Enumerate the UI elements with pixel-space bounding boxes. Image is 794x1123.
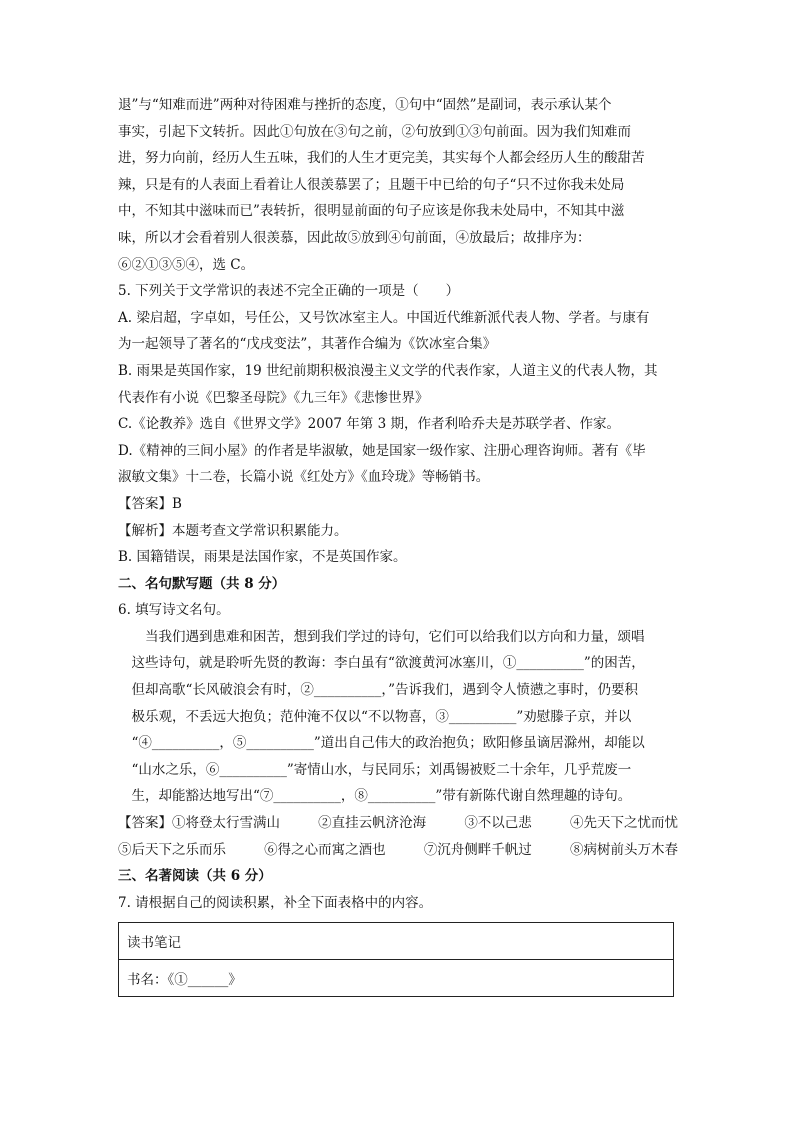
analysis-line: 中，不知其中滋味而已”表转折，很明显前面的句子应该是你我未处局中，不知其中滋 [118, 203, 625, 220]
answer-item: ②直挂云帆济沧海 [318, 815, 427, 832]
table-row [119, 960, 674, 997]
option-b-line: B. 雨果是英国作家，19 世纪前期积极浪漫主义文学的代表作家，人道主义的代表人物，其 [118, 362, 658, 379]
explanation-line: B. 国籍错误，雨果是法国作家，不是英国作家。 [118, 549, 407, 566]
question-5-stem: 5. 下列关于文学常识的表述不完全正确的一项是（ ） [118, 283, 460, 300]
fill-blank-line: “④__________，⑤__________”道出自己伟大的政治抱负；欧阳修虽谪居滁州，却能以 [131, 735, 645, 752]
analysis-line: 退”与“知难而进”两种对待困难与挫折的态度，①句中“固然”是副词，表示承认某个 [118, 97, 612, 113]
analysis-line: 事实，引起下文转折。因此①句放在③句之前，②句放到①③句前面。因为我们知难而 [118, 123, 631, 140]
option-c-line: C.《论教养》选自《世界文学》2007 年第 3 期，作者利哈乔夫是苏联学者、作家。 [118, 416, 620, 433]
option-a-line: A. 梁启超，字卓如，号任公，又号饮冰室主人。中国近代维新派代表人物、学者。与康有 [118, 309, 650, 326]
answer-row-1 [118, 810, 678, 837]
book-title-cell: 书名：《①______》 [119, 960, 674, 997]
section-3-heading: 三、名著阅读（共 6 分） [118, 868, 272, 885]
analysis-line: 进，努力向前，经历人生五味，我们的人生才更完美，其实每个人都会经历人生的酸甜苦 [118, 150, 645, 167]
option-d-line: D.《精神的三间小屋》的作者是毕淑敏，她是国家一级作家、注册心理咨询师。著有《毕 [118, 442, 646, 459]
fill-blank-line: “山水之乐，⑥__________”寄情山水，与民同乐；刘禹锡被贬二十余年，几乎荒废一 [131, 761, 632, 778]
reading-notes-table [118, 922, 674, 997]
fill-blank-line: 生，却能豁达地写出“⑦__________，⑧__________”带有新陈代谢自然理趣的诗句。 [131, 788, 632, 805]
answer-item: ⑤后天下之乐而乐 [118, 841, 226, 858]
answer-item: 【答案】①将登太行雪满山 [118, 815, 280, 832]
table-header-cell: 读书笔记 [119, 923, 674, 960]
fill-blank-line: 这些诗句，就是聆听先贤的教诲：李白虽有“欲渡黄河冰塞川，①__________”的困苦， [131, 655, 645, 672]
fill-blank-line: 但却高歌“长风破浪会有时，②__________，”告诉我们，遇到令人愤懑之事时，仍要积 [131, 682, 639, 699]
answer-item: ④先天下之忧而忧 [569, 815, 678, 832]
answer-line: 【答案】B [118, 495, 182, 512]
answer-item: ③不以己悲 [464, 815, 532, 832]
section-2-heading: 二、名句默写题（共 8 分） [118, 575, 286, 592]
fill-blank-line: 当我们遇到患难和困苦，想到我们学过的诗句，它们可以给我们以方向和力量，颂唱 [145, 628, 645, 645]
question-7-stem: 7. 请根据自己的阅读积累，补全下面表格中的内容。 [118, 894, 433, 911]
answer-item: ⑦沉舟侧畔千帆过 [423, 841, 532, 858]
option-a-line: 为一起领导了著名的“戊戌变法”，其著作合编为《饮冰室合集》 [118, 336, 497, 353]
fill-blank-line: 极乐观，不丢远大抱负；范仲淹不仅以“不以物喜，③__________”劝慰滕子京，并以 [131, 708, 632, 725]
question-6-stem: 6. 填写诗文名句。 [118, 602, 230, 619]
analysis-line: 味，所以才会看着别人很羡慕，因此故⑤放到④句前面，④放最后；故排序为： [118, 229, 591, 246]
answer-row-2 [118, 837, 678, 864]
explanation-line: 【解析】本题考查文学常识积累能力。 [118, 522, 348, 539]
analysis-line: 辣，只是有的人表面上看着让人很羡慕罢了；且题干中已给的句子“只不过你我未处局 [118, 176, 625, 193]
answer-item: ⑧病树前头万木春 [569, 841, 678, 858]
document-page [118, 92, 678, 997]
answer-item: ⑥得之心而寓之酒也 [264, 841, 386, 858]
table-row [119, 923, 674, 960]
option-d-line: 淑敏文集》十二卷，长篇小说《红处方》《血玲珑》等畅销书。 [118, 469, 490, 486]
analysis-line: ⑥②①③⑤④，选 C。 [118, 256, 255, 273]
option-b-line: 代表作有小说《巴黎圣母院》《九三年》《悲惨世界》 [118, 389, 429, 406]
